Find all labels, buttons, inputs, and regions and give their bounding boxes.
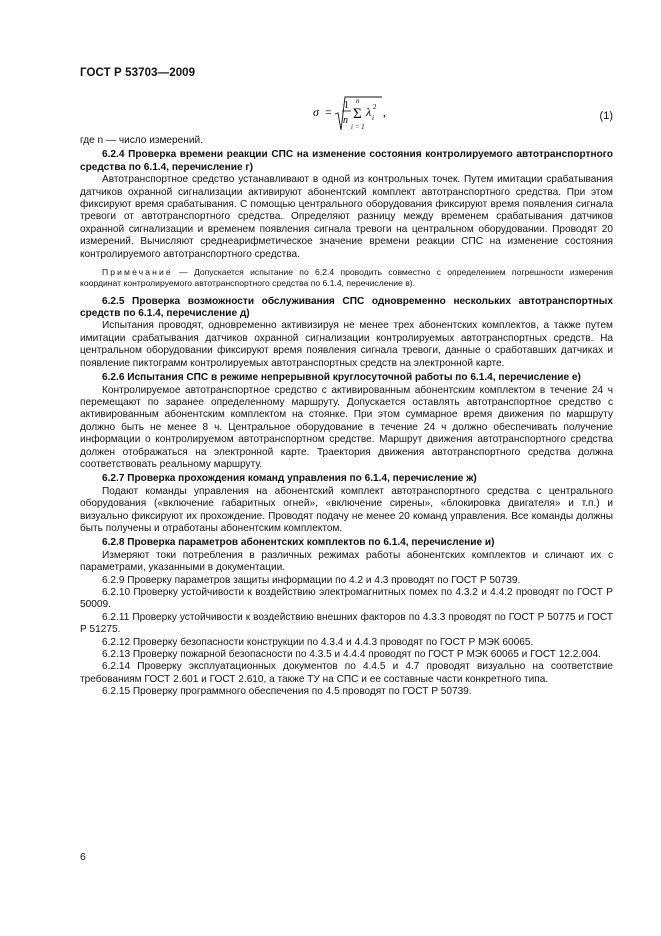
note-paragraph	[80, 267, 613, 290]
formula-equals: =	[325, 105, 332, 119]
where-clause: где n — число измерений.	[80, 135, 203, 146]
section-6-2-13-text: 6.2.13 Проверку пожарной безопасности по 4.3.5 и 4.4.4 проводят по ГОСТ Р МЭК 60065 и ГОСТ 12.2.004.	[102, 649, 601, 661]
formula-lhs: σ	[313, 105, 319, 119]
section-6-2-7-heading: 6.2.7 Проверка прохождения команд управления по 6.1.4, перечисление ж)	[102, 473, 477, 485]
formula-trail: ,	[383, 105, 386, 119]
section-6-2-11-text: 6.2.11 Проверку устойчивости к воздействию внешних факторов по 4.3.3 проводят по ГОСТ Р 50775 и ГОСТ Р 51275.	[80, 611, 613, 636]
note-text: — Допускается испытание по 6.2.4 проводить совместно с определением погрешности измерения координат контролируемого автотранспортного средства по 6.1.4, перечисление в).	[80, 267, 613, 289]
section-6-2-5-heading: 6.2.5 Проверка возможности обслуживания СПС одновременно нескольких автотранспортных средств по 6.1.4, перечисление д)	[80, 295, 613, 320]
document-header: ГОСТ Р 53703—2009	[80, 67, 196, 79]
formula-term-sub: i	[372, 114, 374, 122]
section-6-2-6-text: Контролируемое автотранспортное средство с активированным абонентским комплектом в течение 24 ч перемещают по заранее определенному маршруту. Допускается оставлять автотранспортное средство с активированным абонентским комплектом на стоянке. При этом суммарное время движения по маршруту должно быть не менее 8 ч. Центральное оборудование в течение 24 ч должно обеспечивать получение информации о контролируемом автотранспортном средстве. Маршрут движения автотранспортного средства должен отображаться на электронной карте. Траектория движения автотранспортного средства должна соответствовать реальному маршруту.	[80, 384, 613, 470]
formula-number: (1)	[599, 110, 613, 122]
document-body	[80, 135, 613, 699]
formula-sum-sign: Σ	[353, 106, 362, 122]
section-6-2-9-text: 6.2.9 Проверку параметров защиты информации по 4.2 и 4.3 проводят по ГОСТ Р 50739.	[102, 574, 521, 586]
formula-term-sup: 2	[373, 103, 377, 111]
section-6-2-5-text: Испытания проводят, одновременно активизируя не менее трех абонентских комплектов, а также путем имитации срабатывания датчиков охранной сигнализации контролируемых автотранспортных средств. На центральном оборудовании фиксируют время появления сигнала тревоги, данные о сработавших датчиках и появление пиктограмм контролируемых автотранспортных средств на электронной карте.	[80, 320, 613, 369]
section-6-2-4-heading: 6.2.4 Проверка времени реакции СПС на изменение состояния контролируемого автотранспортного средства по 6.1.4, перечисление г)	[80, 149, 613, 173]
page-number: 6	[80, 851, 86, 863]
formula-denominator: n	[343, 115, 348, 126]
section-6-2-15-text: 6.2.15 Проверку программного обеспечения по 4.5 проводят по ГОСТ Р 50739.	[102, 686, 472, 698]
section-6-2-14-text: 6.2.14 Проверку эксплуатационных документов по 4.4.5 и 4.7 проводят визуально на соответствие требованиям ГОСТ 2.601 и ГОСТ 2.610, а также ТУ на СПС и ее составные части конкретного типа.	[80, 661, 613, 685]
section-6-2-4-text: Автотранспортное средство устанавливают в одной из контрольных точек. Путем имитации срабатывания датчиков охранной сигнализации активируют абонентский комплект автотранспортного средства. При этом фиксируют время срабатывания. С помощью центрального оборудования фиксируют время появления сигнала тревоги от автотранспортного средства. Определяют разницу между временем срабатывания датчиков охранной сигнализации и временем появления сигнала тревоги на центральном оборудовании. Проводят 20 измерений. Вычисляют среднеарифметическое значение времени реакции СПС на изменение состояния контролируемого автотранспортного средства.	[80, 174, 613, 260]
formula-sum-top: n	[356, 97, 360, 105]
formula-svg	[0, 92, 661, 136]
formula-term: λ	[366, 105, 372, 119]
section-6-2-8-text: Измеряют токи потребления в различных режимах работы абонентских комплектов и сличают их с параметрами, указанными в документации.	[80, 549, 613, 574]
section-6-2-10-text: 6.2.10 Проверку устойчивости к воздействию электромагнитных помех по 4.3.2 и 4.4.2 проводят по ГОСТ Р 50009.	[80, 587, 613, 611]
section-6-2-8-heading: 6.2.8 Проверка параметров абонентских комплектов по 6.1.4, перечисление и)	[102, 537, 495, 549]
section-6-2-7-text: Подают команды управления на абонентский комплект автотранспортного средства с центрального оборудования («включение габаритных огней», «включение сирены», «блокировка двигателя» и т.п.) и визуально фиксируют их прохождение. Проводят подачу не менее 20 команд управления. Все команды должны быть получены и отработаны абонентским комплектом.	[80, 485, 613, 534]
section-6-2-6-heading: 6.2.6 Испытания СПС в режиме непрерывной круглосуточной работы по 6.1.4, перечисление е)	[102, 372, 581, 384]
note-label: Примечание	[102, 267, 173, 278]
formula-block	[0, 92, 661, 136]
formula-sum-bottom: i = 1	[351, 123, 365, 131]
formula-numerator: 1	[344, 100, 349, 111]
section-6-2-12-text: 6.2.12 Проверку безопасности конструкции по 4.3.4 и 4.4.3 проводят по ГОСТ Р МЭК 60065.	[102, 636, 534, 648]
